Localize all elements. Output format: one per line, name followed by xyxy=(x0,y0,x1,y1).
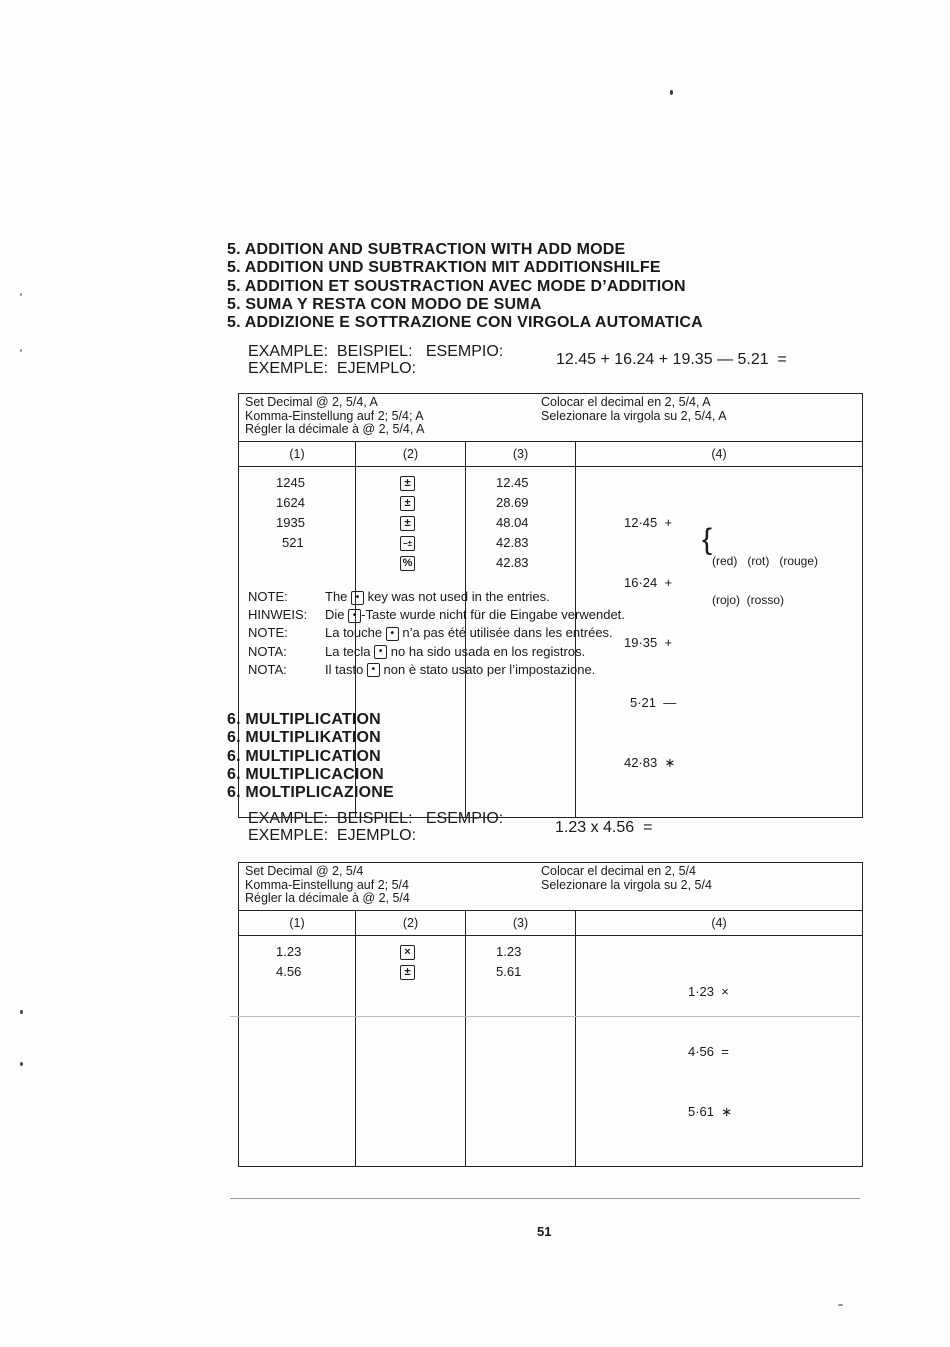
speck xyxy=(670,90,673,95)
speck xyxy=(20,349,22,352)
column-header: (2) xyxy=(356,441,466,466)
tape-line: 5·21 — xyxy=(630,694,677,710)
entry-value: 4.56 xyxy=(276,963,302,979)
section-5-heading-de: 5. ADDITION UND SUBTRAKTION MIT ADDITIONSHILFE xyxy=(227,259,661,277)
tape-line: 16·24 + xyxy=(624,574,673,590)
column-header: (3) xyxy=(466,441,576,466)
note-text: key was not used in the entries. xyxy=(367,589,550,604)
page-number: 51 xyxy=(537,1224,552,1239)
decimal-key-icon: • xyxy=(374,645,387,659)
speck xyxy=(20,293,22,296)
setup-line: Set Decimal @ 2, 5/4, A xyxy=(245,395,378,409)
display-column xyxy=(466,935,576,1166)
section-6-headings xyxy=(227,711,394,802)
color-note-line: (red) (rot) (rouge) xyxy=(712,553,819,568)
plus-equal-key-icon: ± xyxy=(400,965,415,980)
note-label: NOTE: xyxy=(248,589,288,604)
note-line xyxy=(248,624,625,642)
setup-line: Selezionare la virgola su 2, 5/4 xyxy=(541,877,712,892)
keys-column xyxy=(356,935,466,1166)
note-line xyxy=(248,588,625,606)
speck xyxy=(838,1304,843,1306)
multiply-key-icon: × xyxy=(400,945,415,960)
note-label: NOTE: xyxy=(248,625,288,641)
section-5-setup-cell xyxy=(239,394,863,442)
section-6-equation: 1.23 x 4.56 = xyxy=(555,819,653,836)
decimal-key-icon: • xyxy=(386,627,399,641)
setup-line: Set Decimal @ 2, 5/4 xyxy=(245,864,364,878)
entry-value: 1245 xyxy=(276,474,305,490)
entry-value: 1624 xyxy=(276,494,305,510)
example-label-line1: EXAMPLE: BEISPIEL: ESEMPIO: xyxy=(248,810,504,827)
color-note-line: (rojo) (rosso) xyxy=(712,592,785,607)
section-5-example-label xyxy=(248,343,503,377)
decimal-key-icon: • xyxy=(367,663,380,677)
color-note xyxy=(702,522,819,633)
section-5-heading-en: 5. ADDITION AND SUBTRACTION WITH ADD MODE xyxy=(227,241,626,258)
column-header: (1) xyxy=(239,441,356,466)
plus-equal-key-icon: ± xyxy=(400,476,415,491)
column-header: (3) xyxy=(466,910,576,935)
section-5-heading-it: 5. ADDIZIONE E SOTTRAZIONE CON VIRGOLA AUTOMATICA xyxy=(227,314,703,332)
note-line xyxy=(248,643,625,661)
display-value: 1.23 xyxy=(496,943,522,959)
tape-line: 1·23 × xyxy=(688,983,729,999)
entry-value: 521 xyxy=(282,534,304,550)
section-6-heading-de: 6. MULTIPLIKATION xyxy=(227,729,381,747)
note-text: Die xyxy=(325,607,345,623)
section-6-heading-es: 6. MULTIPLICACION xyxy=(227,765,384,783)
note-text: non è stato usato per l’impostazione. xyxy=(383,661,596,677)
section-6-setup-cell xyxy=(239,863,863,911)
tape-column xyxy=(576,935,863,1166)
column-header: (1) xyxy=(239,910,356,935)
setup-line: Régler la décimale à @ 2, 5/4 xyxy=(245,891,410,905)
faint-rule xyxy=(230,1016,860,1017)
speck xyxy=(20,1010,23,1014)
tape-line: 12·45 + xyxy=(624,514,673,530)
note-text: no ha sido usada en los registros. xyxy=(390,643,586,659)
decimal-key-icon: • xyxy=(348,609,361,623)
decimal-key-icon: • xyxy=(351,591,364,605)
note-text: La touche xyxy=(325,625,383,641)
faint-rule xyxy=(230,1198,860,1199)
section-5-headings xyxy=(227,241,703,332)
note-label: NOTA: xyxy=(248,661,287,677)
entry-value: 1935 xyxy=(276,514,305,530)
section-6-heading-en: 6. MULTIPLICATION xyxy=(227,711,381,728)
plus-equal-key-icon: ± xyxy=(400,516,415,531)
example-label-line2: EXEMPLE: EJEMPLO: xyxy=(248,827,417,844)
column-header: (4) xyxy=(576,441,863,466)
display-value: 28.69 xyxy=(496,494,529,510)
note-label: NOTA: xyxy=(248,643,287,659)
minus-equal-key-icon: −± xyxy=(400,536,415,551)
display-value: 42.83 xyxy=(496,534,529,550)
note-text: The xyxy=(325,589,348,604)
section-5-heading-es: 5. SUMA Y RESTA CON MODO DE SUMA xyxy=(227,295,542,313)
setup-line: Komma-Einstellung auf 2; 5/4; A xyxy=(245,408,424,423)
column-header: (4) xyxy=(576,910,863,935)
display-value: 48.04 xyxy=(496,514,529,530)
note-text: -Taste wurde nicht für die Eingabe verwendet. xyxy=(361,607,625,623)
tape-line: 5·61 ∗ xyxy=(688,1103,733,1119)
display-value: 5.61 xyxy=(496,963,522,979)
column-header: (2) xyxy=(356,910,466,935)
notes-block xyxy=(248,588,625,679)
note-line xyxy=(248,606,625,624)
section-6-example-label xyxy=(248,810,503,844)
note-line xyxy=(248,661,625,679)
note-label: HINWEIS: xyxy=(248,607,308,623)
tape-line: 42·83 ∗ xyxy=(624,754,676,770)
setup-line: Colocar el decimal en 2, 5/4 xyxy=(541,864,696,878)
note-text: n’a pas été utilisée dans les entrées. xyxy=(402,625,613,641)
speck xyxy=(20,1062,23,1066)
example-label-line2: EXEMPLE: EJEMPLO: xyxy=(248,360,417,377)
section-6-table xyxy=(238,862,863,1167)
section-5-equation: 12.45 + 16.24 + 19.35 — 5.21 = xyxy=(556,351,787,368)
note-text: La tecla xyxy=(325,643,371,659)
tape-line: 4·56 = xyxy=(688,1043,729,1059)
setup-line: Komma-Einstellung auf 2; 5/4 xyxy=(245,877,409,892)
section-6-heading-it: 6. MOLTIPLICAZIONE xyxy=(227,784,394,802)
plus-equal-key-icon: ± xyxy=(400,496,415,511)
entries-column xyxy=(239,935,356,1166)
setup-line: Selezionare la virgola su 2, 5/4, A xyxy=(541,408,727,423)
percent-key-icon: % xyxy=(400,556,415,571)
display-value: 12.45 xyxy=(496,474,529,490)
brace-icon: { xyxy=(702,522,713,556)
display-value: 42.83 xyxy=(496,554,529,570)
section-6-heading-fr: 6. MULTIPLICATION xyxy=(227,747,381,765)
setup-line: Régler la décimale à @ 2, 5/4, A xyxy=(245,422,425,436)
tape-line: 19·35 + xyxy=(624,634,673,650)
entry-value: 1.23 xyxy=(276,943,302,959)
example-label-line1: EXAMPLE: BEISPIEL: ESEMPIO: xyxy=(248,343,504,360)
setup-line: Colocar el decimal en 2, 5/4, A xyxy=(541,395,711,409)
note-text: Il tasto xyxy=(325,661,364,677)
section-5-heading-fr: 5. ADDITION ET SOUSTRACTION AVEC MODE D’ADDITION xyxy=(227,277,686,295)
